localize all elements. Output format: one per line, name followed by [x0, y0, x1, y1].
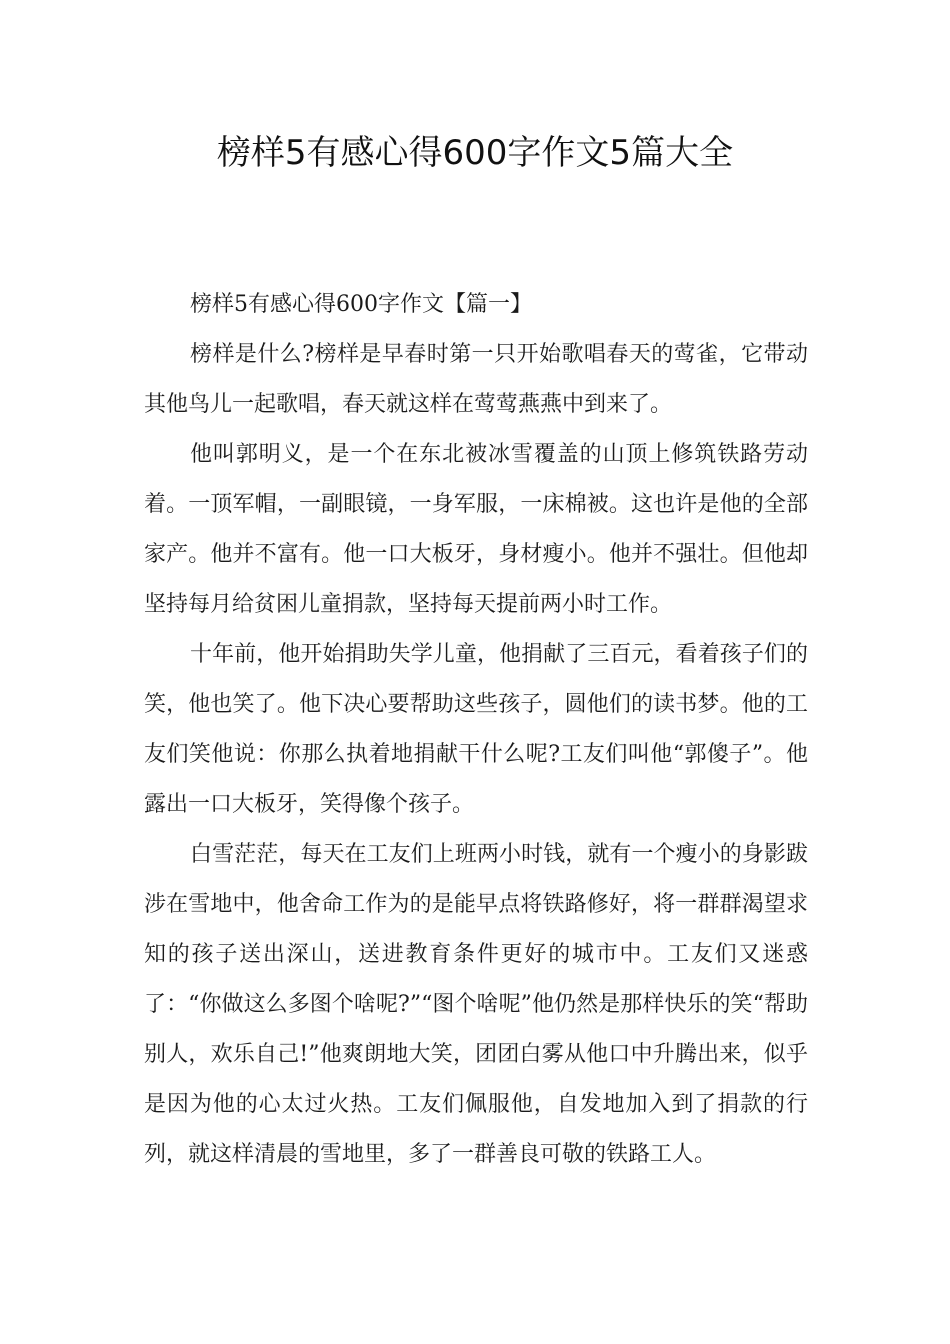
paragraph-3: 十年前，他开始捐助失学儿童，他捐献了三百元，看着孩子们的笑，他也笑了。他下决心要帮助这些孩子，圆他们的读书梦。他的工友们笑他说：你那么执着地捐献干什么呢?工友们叫他“郭傻子”。他露出一口大板牙，笑得像个孩子。 — [144, 642, 808, 817]
document-title: 榜样5有感心得600字作文5篇大全 — [216, 133, 734, 173]
paragraph-4: 白雪茫茫，每天在工友们上班两小时钱，就有一个瘦小的身影跋涉在雪地中，他舍命工作为的是能早点将铁路修好，将一群群渴望求知的孩子送出深山，送进教育条件更好的城市中。工友们又迷惑了：“你做这么多图个啥呢?”“图个啥呢”他仍然是那样快乐的笑“帮助别人，欢乐自己!”他爽朗地大笑，团团白雾从他口中升腾出来，似乎是因为他的心太过火热。工友们佩服他，自发地加入到了捐款的行列，就这样清晨的雪地里，多了一群善良可敬的铁路工人。 — [144, 842, 808, 1167]
paragraph-2: 他叫郭明义，是一个在东北被冰雪覆盖的山顶上修筑铁路劳动着。一顶军帽，一副眼镜，一身军服，一床棉被。这也许是他的全部家产。他并不富有。他一口大板牙，身材瘦小。他并不强壮。但他却坚持每月给贫困儿童捐款，坚持每天提前两小时工作。 — [144, 442, 808, 617]
section-heading: 榜样5有感心得600字作文【篇一】 — [190, 292, 532, 317]
paragraph-1: 榜样是什么?榜样是早春时第一只开始歌唱春天的莺雀，它带动其他鸟儿一起歌唱，春天就这样在莺莺燕燕中到来了。 — [144, 342, 808, 417]
document-body — [144, 280, 808, 1180]
